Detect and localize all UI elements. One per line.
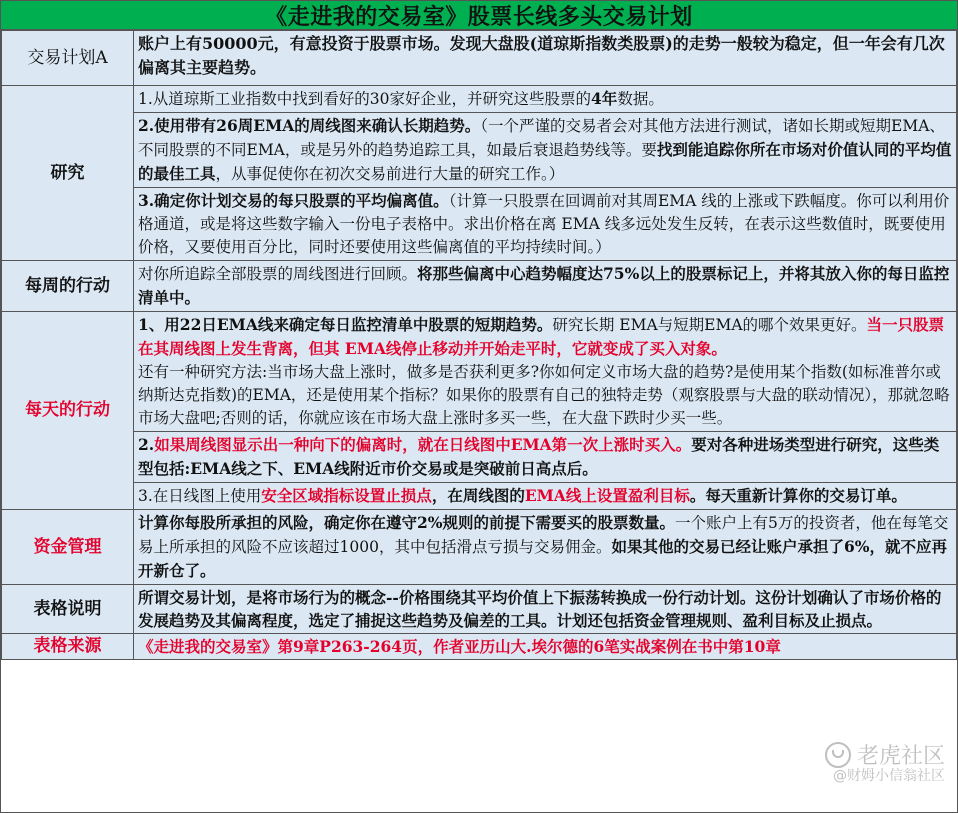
daily-item-1 [134,312,957,432]
row-daily-1 [2,312,957,432]
label-note: 表格说明 [2,585,134,634]
daily-3-r1: 安全区域指标设置止损点 [261,486,432,505]
daily-2-bold: 要对各种进场类型进行研究，这些类型包括:EMA线之下、EMA线附近市价交易或是突破前日高点后。 [138,435,940,478]
label-source: 表格来源 [2,634,134,660]
weekly-text [134,261,957,312]
research-2-text2: ，从事促使你在初次交易前进行大量的研究工作。） [215,165,565,183]
row-research-2 [2,113,957,188]
daily-1-red: 当一只股票在其周线图上发生背离，但其 EMA线停止移动并开始走平时，它就变成了买入对象。 [138,315,945,358]
research-item-1 [134,86,957,113]
watermark [825,739,945,784]
research-2-bold2: 找到能追踪你所在市场对价值认同的平均值的最佳工具 [138,140,952,183]
daily-3-b1: ，在周线图的 [431,486,525,505]
row-research-3 [2,188,957,261]
row-daily-2 [2,432,957,483]
money-text [134,510,957,585]
row-note [2,585,957,634]
tiger-logo-icon [825,742,851,768]
row-source [2,634,957,660]
watermark-sub: @财姆小信翁社区 [833,768,945,784]
daily-3-t1: 3.在日线图上使用 [138,487,262,505]
daily-2-prefix: 2. [138,435,155,454]
note-text: 所谓交易计划，是将市场行为的概念--价格围绕其平均价值上下振荡转换成一份行动计划。这份计划确认了市场价格的发展趋势及其偏离程度，选定了捕捉这些趋势及偏差的工具。计划还包括资金管理规则、盈利目标及止损点。 [134,585,957,634]
research-1-bold: 4年 [591,89,618,108]
plan-text: 账户上有50000元，有意投资于股票市场。发现大盘股(道琼斯指数类股票)的走势一般较为稳定，但一年会有几次偏离其主要趋势。 [134,31,957,86]
label-research: 研究 [2,86,134,261]
daily-1-extra: 还有一种研究方法:当市场大盘上涨时，做多是否获利更多?你如何定义市场大盘的趋势?是使用某个指数(如标准普尔或纳斯达克指数)的EMA，还是使用某个指标？如果你的股票有自己的独特走势（观察股票与大盘的联动情况），那就忽略市场大盘吧;否则的话，你就应该在市场大盘上涨时多买一些，在大盘下跌时少买一些。 [138,363,950,427]
research-1-post: 数据。 [617,90,664,108]
daily-item-3 [134,483,957,510]
daily-3-b2: 。每天重新计算你的交易订单。 [689,486,907,505]
daily-1-text: 研究长期 EMA与短期EMA的哪个效果更好。 [552,316,867,334]
row-research-1 [2,86,957,113]
daily-1-bold: 1、用22日EMA线来确定每日监控清单中股票的短期趋势。 [138,315,553,334]
research-2-text1: （一个严谨的交易者会对其他方法进行测试，诸如长期或短期EMA、不同股票的不同EMA，或是另外的趋势追踪工具，如最后衰退趋势线等。要 [138,117,945,159]
money-bold1: 计算你每股所承担的风险，确定你在遵守2%规则的前提下需要买的股票数量。 [138,513,676,532]
watermark-main: 老虎社区 [856,744,945,769]
research-3-bold: 3.确定你计划交易的每只股票的平均偏离值。 [138,191,449,210]
daily-3-r2: EMA线上设置盈利目标 [524,486,690,505]
research-item-2 [134,113,957,188]
row-daily-3 [2,483,957,510]
label-plan: 交易计划A [2,31,134,86]
money-plain: 一个账户上有5万的投资者，他在每笔交易上所承担的风险不应该超过1000，其中包括滑点亏损与交易佣金。 [138,514,949,556]
label-daily: 每天的行动 [2,312,134,510]
weekly-bold: 将那些偏离中心趋势幅度达75%以上的股票标记上，并将其放入你的每日监控清单中。 [138,264,950,307]
row-money [2,510,957,585]
label-weekly: 每周的行动 [2,261,134,312]
research-3-text: （计算一只股票在回调前对其周EMA 线的上涨或下跌幅度。你可以利用价格通道，或是将这些数字输入一份电子表格中。求出价格在离 EMA 线多远处发生反转，在表示这些数值时，既要使用价格，又要使用百分比，同时还要使用这些偏离值的平均持续时间。） [138,192,950,256]
daily-2-red: 如果周线图显示出一种向下的偏离时，就在日线图中EMA第一次上涨时买入。 [154,435,692,454]
research-1-pre: 1.从道琼斯工业指数中找到看好的30家好企业，并研究这些股票的 [138,90,592,108]
daily-item-2 [134,432,957,483]
research-item-3 [134,188,957,261]
table-title: 《走进我的交易室》股票长线多头交易计划 [1,1,957,30]
row-weekly [2,261,957,312]
research-2-bold1: 2.使用带有26周EMA的周线图来确认长期趋势。 [138,116,481,135]
row-plan [2,31,957,86]
money-bold2: 如果其他的交易已经让账户承担了6%，就不应再开新仓了。 [138,537,947,580]
source-text: 《走进我的交易室》第9章P263-264页，作者亚历山大.埃尔德的6笔实战案例在书中第10章 [134,634,957,660]
weekly-plain: 对你所追踪全部股票的周线图进行回顾。 [138,265,418,283]
plan-grid [1,30,957,660]
label-money: 资金管理 [2,510,134,585]
